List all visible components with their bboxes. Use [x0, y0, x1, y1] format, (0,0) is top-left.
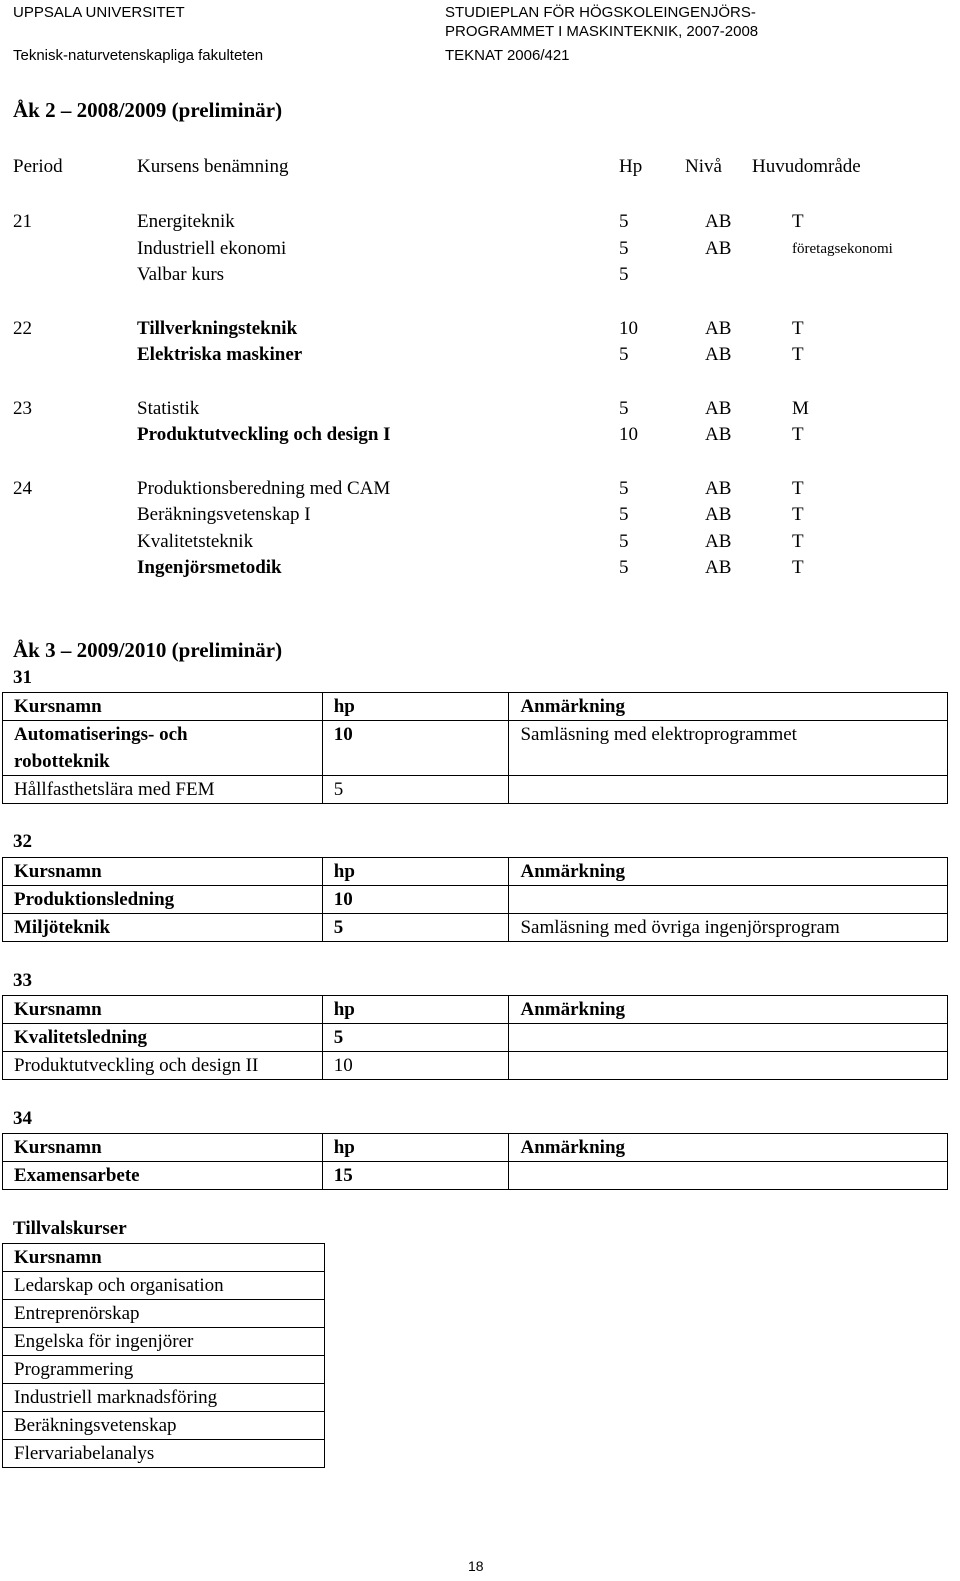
table-header-row — [3, 1134, 948, 1162]
row-period: 24 — [13, 478, 32, 499]
row-period: 21 — [13, 211, 32, 232]
electives-table — [2, 1243, 325, 1468]
hp-cell: 10 — [322, 721, 509, 776]
period-31-label: 31 — [13, 667, 32, 688]
col-header-course: Kursnamn — [3, 996, 323, 1024]
row-level: AB — [705, 398, 732, 419]
row-level: AB — [705, 557, 732, 578]
row-area: T — [792, 504, 804, 525]
table-header-row — [3, 1244, 325, 1272]
row-area: M — [792, 398, 809, 419]
col-header-hp: hp — [322, 996, 509, 1024]
university-name: UPPSALA UNIVERSITET — [13, 4, 185, 21]
table-row — [3, 1024, 948, 1052]
table-row — [3, 776, 948, 804]
table-row — [3, 721, 948, 776]
row-area: T — [792, 318, 804, 339]
faculty-name: Teknisk-naturvetenskapliga fakulteten — [13, 47, 264, 64]
col-header-note: Anmärkning — [509, 858, 948, 886]
row-course: Statistik — [137, 398, 200, 419]
note-cell — [509, 1162, 948, 1190]
elective-course: Industriell marknadsföring — [3, 1384, 325, 1412]
row-hp: 5 — [619, 238, 629, 259]
course-cell — [3, 721, 323, 776]
col-header-course: Kursnamn — [3, 1134, 323, 1162]
row-hp: 5 — [619, 211, 629, 232]
col-header-note: Anmärkning — [509, 693, 948, 721]
row-level: AB — [705, 318, 732, 339]
row-course: Tillverkningsteknik — [137, 318, 298, 339]
col-area: Huvudområde — [752, 156, 861, 177]
course-cell: Hållfasthetslära med FEM — [3, 776, 323, 804]
row-hp: 5 — [619, 531, 629, 552]
period-33-table — [2, 995, 948, 1080]
col-header-course: Kursnamn — [3, 1244, 325, 1272]
col-level: Nivå — [685, 156, 722, 177]
period-34-label: 34 — [13, 1108, 32, 1129]
row-level: AB — [705, 504, 732, 525]
row-hp: 5 — [619, 504, 629, 525]
row-area: T — [792, 531, 804, 552]
document-title-line-2: PROGRAMMET I MASKINTEKNIK, 2007-2008 — [445, 23, 759, 40]
col-header-note: Anmärkning — [509, 996, 948, 1024]
row-hp: 5 — [619, 344, 629, 365]
col-header-hp: hp — [322, 1134, 509, 1162]
note-cell: Samläsning med elektroprogrammet — [509, 721, 948, 776]
table-row — [3, 1356, 325, 1384]
course-cell: Produktutveckling och design II — [3, 1052, 323, 1080]
hp-cell: 10 — [322, 1052, 509, 1080]
row-hp: 10 — [619, 424, 638, 445]
table-header-row — [3, 693, 948, 721]
col-hp: Hp — [619, 156, 643, 177]
row-area: T — [792, 557, 804, 578]
period-31-table — [2, 692, 948, 804]
row-hp: 5 — [619, 398, 629, 419]
course-cell: Examensarbete — [3, 1162, 323, 1190]
row-course: Energiteknik — [137, 211, 235, 232]
elective-course: Entreprenörskap — [3, 1300, 325, 1328]
col-header-note: Anmärkning — [509, 1134, 948, 1162]
year2-heading: Åk 2 – 2008/2009 (preliminär) — [13, 98, 283, 122]
col-header-hp: hp — [322, 693, 509, 721]
period-33-label: 33 — [13, 970, 32, 991]
document-reference: TEKNAT 2006/421 — [445, 47, 570, 64]
row-course: Ingenjörsmetodik — [137, 557, 282, 578]
hp-cell: 15 — [322, 1162, 509, 1190]
row-period: 23 — [13, 398, 32, 419]
row-area: T — [792, 478, 804, 499]
row-level: AB — [705, 424, 732, 445]
document-title-line-1: STUDIEPLAN FÖR HÖGSKOLEINGENJÖRS- — [445, 4, 756, 21]
table-row — [3, 886, 948, 914]
row-hp: 5 — [619, 557, 629, 578]
row-area: T — [792, 211, 804, 232]
row-level: AB — [705, 531, 732, 552]
row-hp: 5 — [619, 264, 629, 285]
year3-heading: Åk 3 – 2009/2010 (preliminär) — [13, 638, 283, 662]
col-header-hp: hp — [322, 858, 509, 886]
elective-course: Ledarskap och organisation — [3, 1272, 325, 1300]
row-level: AB — [705, 211, 732, 232]
course-cell: Produktionsledning — [3, 886, 323, 914]
row-course: Valbar kurs — [137, 264, 225, 285]
row-area: företagsekonomi — [792, 241, 893, 257]
col-course: Kursens benämning — [137, 156, 289, 177]
note-cell — [509, 886, 948, 914]
table-header-row — [3, 996, 948, 1024]
col-period: Period — [13, 156, 63, 177]
hp-cell: 5 — [322, 776, 509, 804]
row-hp: 10 — [619, 318, 638, 339]
row-course: Elektriska maskiner — [137, 344, 303, 365]
row-course: Kvalitetsteknik — [137, 531, 254, 552]
table-row — [3, 1440, 325, 1468]
elective-course: Engelska för ingenjörer — [3, 1328, 325, 1356]
row-course: Produktionsberedning med CAM — [137, 478, 391, 499]
elective-course: Programmering — [3, 1356, 325, 1384]
table-row — [3, 1052, 948, 1080]
note-cell — [509, 1052, 948, 1080]
table-row — [3, 1300, 325, 1328]
row-period: 22 — [13, 318, 32, 339]
course-line-1: Automatiserings- och — [14, 724, 188, 745]
row-level: AB — [705, 344, 732, 365]
table-row — [3, 1272, 325, 1300]
row-area: T — [792, 424, 804, 445]
electives-heading: Tillvalskurser — [13, 1218, 127, 1239]
period-34-table — [2, 1133, 948, 1190]
course-cell: Kvalitetsledning — [3, 1024, 323, 1052]
row-course: Beräkningsvetenskap I — [137, 504, 311, 525]
note-cell — [509, 776, 948, 804]
table-row — [3, 1162, 948, 1190]
note-cell: Samläsning med övriga ingenjörsprogram — [509, 914, 948, 942]
row-area: T — [792, 344, 804, 365]
row-level: AB — [705, 238, 732, 259]
elective-course: Flervariabelanalys — [3, 1440, 325, 1468]
table-row — [3, 1412, 325, 1440]
table-header-row — [3, 858, 948, 886]
table-row — [3, 1328, 325, 1356]
period-32-table — [2, 857, 948, 942]
row-level: AB — [705, 478, 732, 499]
row-hp: 5 — [619, 478, 629, 499]
period-32-label: 32 — [13, 831, 32, 852]
row-course: Industriell ekonomi — [137, 238, 287, 259]
course-line-2: robotteknik — [14, 751, 110, 772]
col-header-course: Kursnamn — [3, 693, 323, 721]
hp-cell: 5 — [322, 914, 509, 942]
page-number: 18 — [468, 1558, 484, 1574]
elective-course: Beräkningsvetenskap — [3, 1412, 325, 1440]
hp-cell: 5 — [322, 1024, 509, 1052]
table-row — [3, 1384, 325, 1412]
course-cell: Miljöteknik — [3, 914, 323, 942]
col-header-course: Kursnamn — [3, 858, 323, 886]
hp-cell: 10 — [322, 886, 509, 914]
note-cell — [509, 1024, 948, 1052]
table-row — [3, 914, 948, 942]
row-course: Produktutveckling och design I — [137, 424, 391, 445]
